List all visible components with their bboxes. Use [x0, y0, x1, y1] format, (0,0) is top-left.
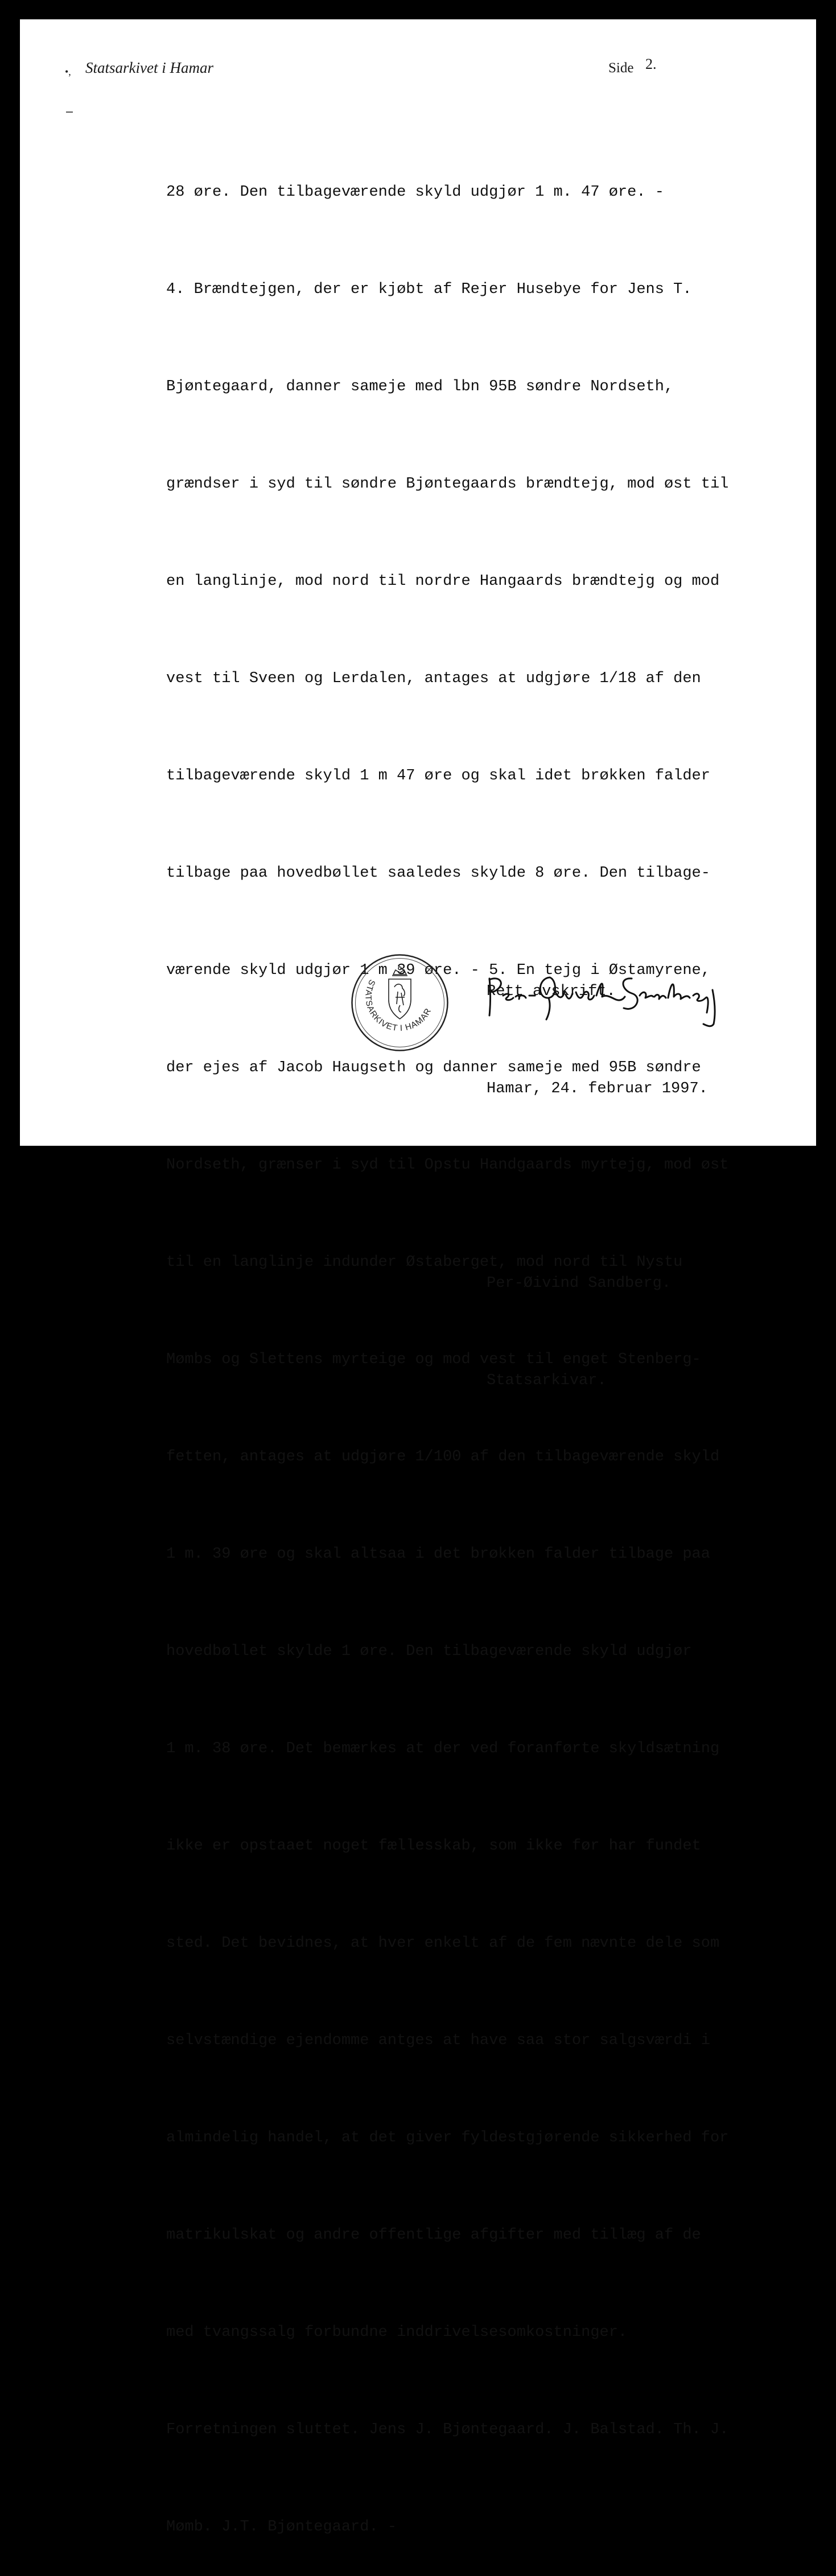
- body-line: tilbageværende skyld 1 m 47 øre og skal idet brøkken falder: [166, 767, 710, 785]
- body-line: vest til Sveen og Lerdalen, antages at udgjøre 1/18 af den: [166, 670, 701, 687]
- page-side-label: Side: [608, 60, 634, 76]
- body-line: Bjøntegaard, danner sameje med lbn 95B søndre Nordseth,: [166, 378, 674, 395]
- certification-text: Rett avskrift.: [487, 983, 616, 1000]
- coat-of-arms-icon: [389, 967, 411, 1019]
- body-line: Mømb. J.T. Bjøntegaard. -: [166, 2519, 397, 2536]
- signatory-name: Per-Øivind Sandberg.: [487, 1275, 672, 1292]
- body-line: ikke er opstaaet noget fællesskab, som ikke før har fundet: [166, 1838, 701, 1855]
- body-line: værende skyld udgjør 1 m 39 øre. - 5. En tejg i Østamyrene,: [166, 962, 710, 979]
- body-line: grændser i syd til søndre Bjøntegaards brændtejg, mod øst til: [166, 476, 729, 493]
- body-line: fetten, antages at udgjøre 1/100 af den tilbageværende skyld: [166, 1448, 720, 1465]
- body-line: der ejes af Jacob Haugseth og danner sameje med 95B søndre: [166, 1059, 701, 1076]
- body-line: tilbage paa hovedbøllet saaledes skylde 8 øre. Den tilbage-: [166, 865, 710, 882]
- margin-mark: •,: [65, 66, 71, 77]
- body-line: Nordseth, grænser i syd til Opstu Handgaards myrtejg, mod øst: [166, 1157, 729, 1174]
- body-line: 28 øre. Den tilbageværende skyld udgjør 1 m. 47 øre. -: [166, 184, 664, 201]
- body-line: til en langlinje indunder Østaberget, mod nord til Nystu: [166, 1254, 683, 1271]
- archive-seal-stamp: [350, 953, 450, 1052]
- body-line: Mømbs og Slettens myrteige og mod vest til enget Stenberg-: [166, 1351, 701, 1368]
- body-line: 1 m. 39 øre og skal altsaa i det brøkken falder tilbage paa: [166, 1546, 710, 1563]
- body-line: matrikulskat og andre offentlige afgifter med tillæg af de: [166, 2227, 701, 2244]
- signature-space: [487, 1170, 708, 1203]
- body-line: sted. Det bevidnes, at hver enkelt af de fem nævnte dele som: [166, 1935, 720, 1952]
- archive-header-title: Statsarkivet i Hamar: [85, 59, 213, 76]
- body-line: Forretningen sluttet. Jens J. Bjøntegaard. J. Balstad. Th. J.: [166, 2421, 729, 2438]
- body-line: selvstændige ejendomme antges at have saa stor salgsværdi i: [166, 2032, 710, 2049]
- page-number: 2.: [645, 56, 657, 72]
- seal-text: STATSARKIVET I HAMAR: [363, 977, 434, 1033]
- margin-dash: [66, 112, 73, 113]
- signatory-title: Statsarkivar.: [487, 1372, 607, 1389]
- body-line: hovedbøllet skylde 1 øre. Den tilbageværende skyld udgjør: [166, 1643, 692, 1660]
- body-line: almindelig handel, at det giver fyldestgjørende sikkerhed for: [166, 2129, 729, 2146]
- handwritten-signature: [483, 967, 722, 1047]
- body-line: med tvangssalg forbundne inddrivelsesomkostninger.: [166, 2324, 628, 2341]
- place-date: Hamar, 24. februar 1997.: [487, 1080, 708, 1097]
- body-line: 4. Brændtejgen, der er kjøbt af Rejer Husebye for Jens T.: [166, 281, 692, 298]
- svg-text:STATSARKIVET I HAMAR: [363, 978, 433, 1033]
- body-line: 1 m. 38 øre. Det bemærkes at der ved foranførte skyldsætning: [166, 1740, 720, 1757]
- body-line: en langlinje, mod nord til nordre Hangaards brændtejg og mod: [166, 573, 720, 590]
